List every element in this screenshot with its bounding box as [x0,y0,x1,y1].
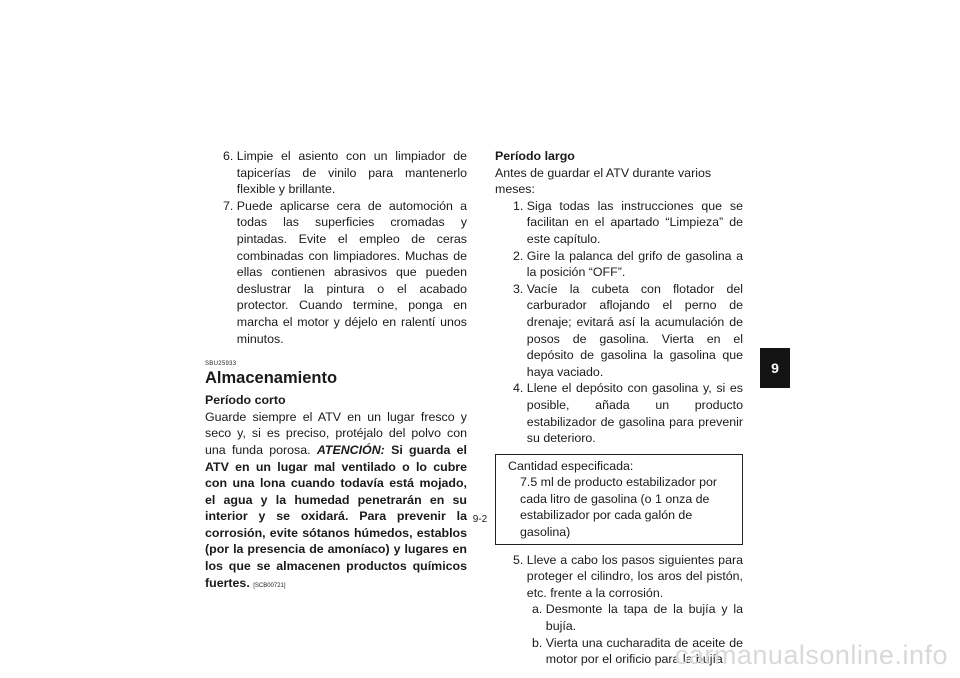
section-title: Almacenamiento [205,369,338,388]
list-text: Lleve a cabo los pasos siguientes para proteger el cilindro, los aros del pistón, etc. frente a la corrosión. [526,552,743,600]
list-item-2 [495,248,743,281]
short-storage-title: Período corto [205,393,286,408]
page-number: 9-2 [472,514,488,525]
caution-label: ATENCIÓN: [316,442,385,457]
list-number: 3. [513,281,524,296]
list-text: Llene el depósito con gasolina y, si es posible, añada un producto estabilizador de gasolina para prevenir su deterioro. [526,381,743,446]
right-column [495,148,743,668]
list-text: Puede aplicarse cera de automoción a todas las superficies cromadas y pintadas. Evite el empleo de ceras combinadas con limpiadores. Muchas de ellas contienen abrasivos que pueden deslustrar la pintura o el acabado protector. Cuando termine, ponga en marcha el motor y déjelo en ralentí unos minutos. [236,198,467,346]
list-text: Siga todas las instrucciones que se facilitan en el apartado “Limpieza” de este capítulo. [526,198,743,246]
list-number: 5. [513,552,524,567]
caution-code: [SCB00721] [253,582,286,589]
list-item-7 [205,198,467,347]
list-item-5 [495,552,743,602]
short-storage-paragraph [205,409,467,595]
list-item-1 [495,198,743,248]
list-number: 2. [513,248,524,263]
list-number: 6. [223,149,234,163]
list-number: 7. [223,198,234,213]
sub-item-letter: a. [532,602,543,617]
list-item-3 [495,281,743,381]
list-item-6 [205,148,467,198]
spec-box [495,454,743,545]
sub-item-a [495,601,743,634]
watermark: carmanualsonline.info [674,640,948,670]
left-column [205,148,467,594]
long-storage-title: Período largo [495,149,575,163]
sub-item-letter: b. [532,635,543,650]
list-text: Limpie el asiento con un limpiador de tapicerías de vinilo para mantenerlo flexible y brillante. [236,149,467,197]
list-number: 4. [513,381,524,396]
short-storage-text: Guarde siempre el ATV en un lugar fresco y seco y, si es preciso, protéjalo del polvo con una funda porosa. [205,409,467,457]
caution-text: Si guarda el ATV en un lugar mal ventilado o lo cubre con una lona cuando todavía está mojado, el agua y la humedad penetrarán en su interior y se oxidará. Para prevenir la corrosión, evite sótanos húmedos, establos (por la presencia de amoníaco) y lugares en los que se almacenen productos químicos fuertes. [205,442,467,590]
long-storage-intro: Antes de guardar el ATV durante varios meses: [495,165,712,197]
sub-item-text: Desmonte la tapa de la bujía y la bujía. [545,602,743,634]
section-code: SBU25933 [205,361,237,368]
list-number: 1. [513,198,524,213]
spec-label: Cantidad especificada: [508,458,634,473]
chapter-tab: 9 [760,348,790,388]
spec-value: 7.5 ml de producto estabilizador por cada litro de gasolina (o 1 onza de estabilizador por cada galón de gasolina) [520,475,717,540]
list-text: Vacíe la cubeta con flotador del carburador aflojando el perno de drenaje; evitará así la acumulación de posos de gasolina. Vierta en el depósito de gasolina la gasolina que haya vaciado. [526,281,743,379]
list-item-4 [495,380,743,446]
sub-item-text: Vierta una cucharadita de aceite de motor por el orificio para la bujía. [545,635,743,667]
list-text: Gire la palanca del grifo de gasolina a la posición “OFF”. [526,248,743,280]
